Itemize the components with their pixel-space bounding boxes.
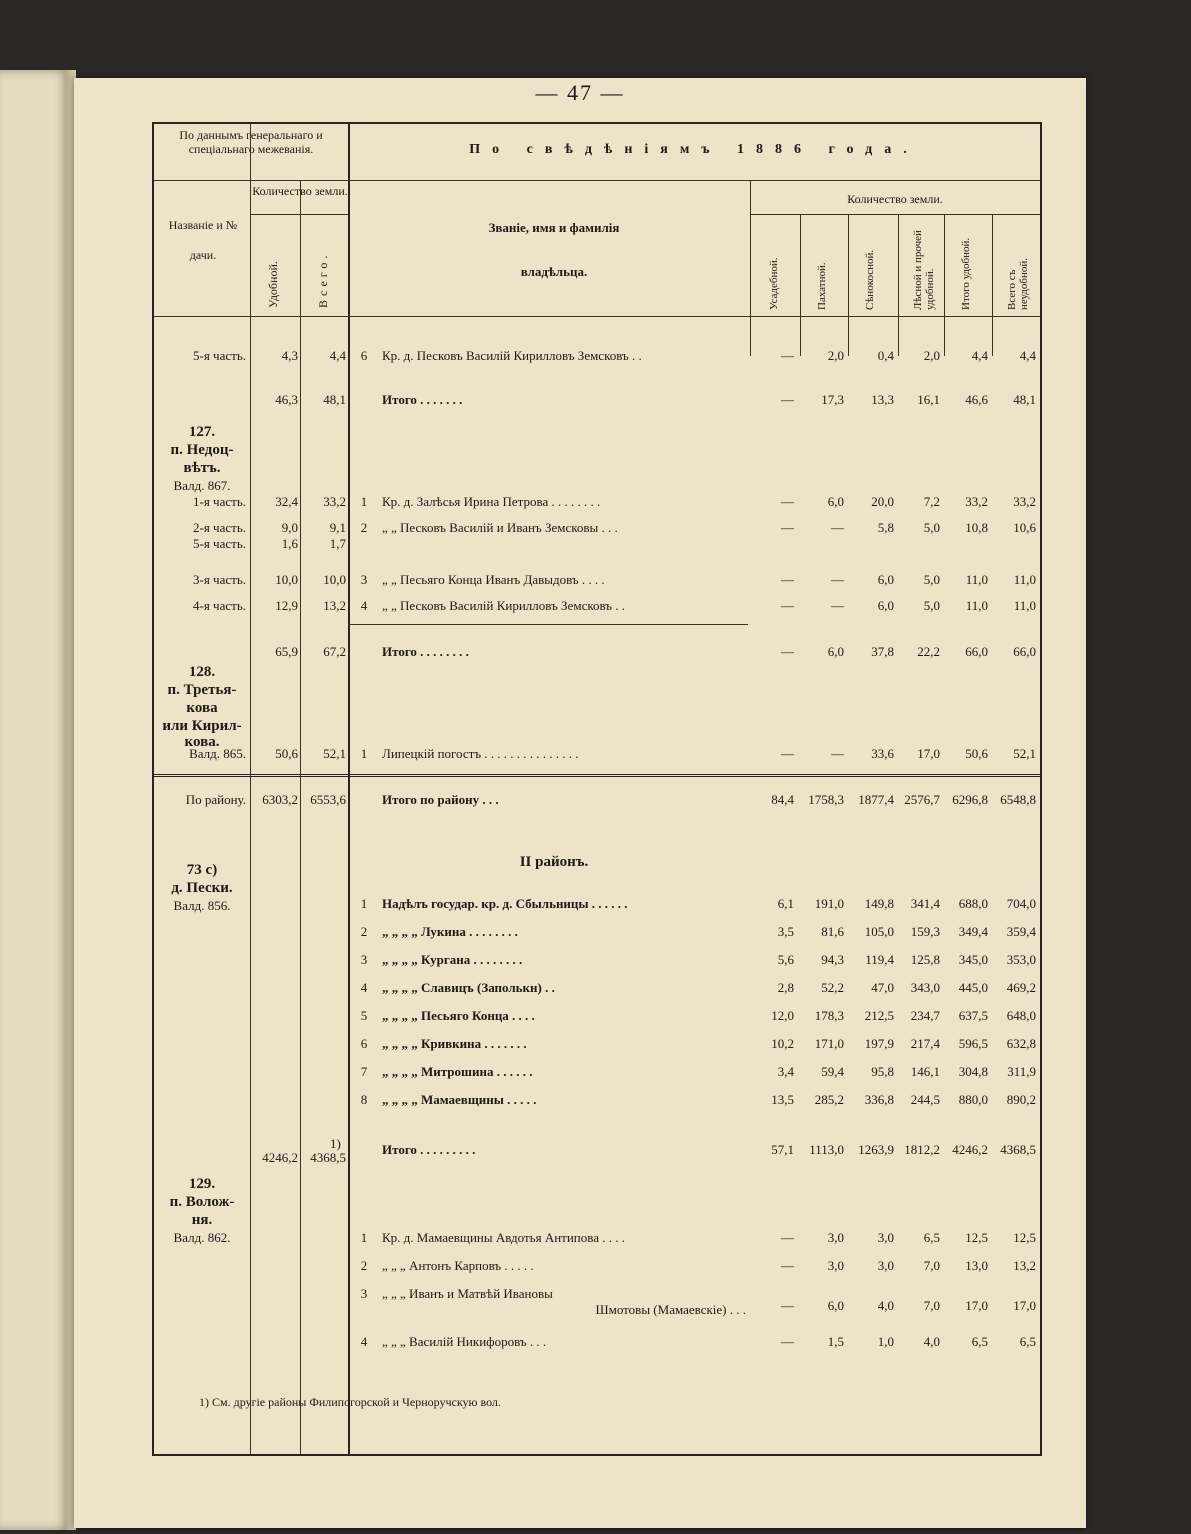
row-value: 191,0 [814,896,844,911]
district2-vsego: 4368,5 [310,1150,346,1165]
col-divider [848,214,849,356]
row-name: 4-я часть. [193,598,246,613]
row-value: 33,2 [965,494,988,509]
row-value: — [781,348,794,363]
row-value: 47,0 [871,980,894,995]
row-value: 37,8 [871,644,894,659]
row-owner: Кр. д. Залѣсья Ирина Петрова . . . . . . . . [382,494,601,509]
row-value: 119,4 [865,952,894,967]
row-value: 2,0 [827,348,844,363]
row-value: 244,5 [910,1092,940,1107]
row-value: 13,3 [871,392,894,407]
row-value: 5,8 [877,520,894,535]
row-number: 3 [360,572,368,587]
group-label: или Кирил- [162,718,242,734]
row-owner: Надѣлъ государ. кр. д. Сбыльницы . . . . . . [382,896,628,911]
row-value: 4368,5 [1000,1142,1036,1157]
col-udobnoy-heading: Удобной. [266,261,280,308]
row-value: 1,5 [827,1334,844,1349]
row-name: Валд. 865. [189,746,246,761]
row-vsego: 13,2 [323,598,346,613]
row-value: 3,5 [777,924,794,939]
row-value: 6,5 [1019,1334,1036,1349]
row-value: 17,3 [821,392,844,407]
row-value: 1877,4 [858,792,894,807]
row-name: 1-я часть. [193,494,246,509]
row-value: — [831,572,844,587]
col-divider [348,124,350,1454]
row-value: 890,2 [1006,1092,1036,1107]
row-value: 3,0 [877,1230,894,1245]
row-owner: „ „ „ „ Песьяго Конца . . . . [382,1008,535,1023]
row-value: 336,8 [864,1092,894,1107]
col-divider [300,180,301,1454]
row-vsego: 52,1 [323,746,346,761]
col-qty-right-heading: Количество земли. [847,192,943,206]
left-source-heading: По даннымъ генеральнаго и спеціальнаго межеванія. [179,128,323,156]
group-label: ня. [191,1212,213,1228]
row-number: 1 [360,494,368,509]
sub-col-heading: Всего съ неудобной. [1006,257,1030,310]
header-line [154,316,1040,317]
sub-col-heading: Лѣсной и прочей удобной. [912,230,936,310]
row-value: — [781,392,794,407]
row-vsego: 48,1 [323,392,346,407]
row-value: 637,5 [958,1008,988,1023]
row-udobnoy: 9,0 [281,520,298,535]
group-label: п. Недоц- [170,442,234,458]
group-label: 73 с) [186,862,218,878]
row-value: 12,0 [771,1008,794,1023]
row-value: 4246,2 [952,1142,988,1157]
row-value: 105,0 [864,924,894,939]
row-value: 52,1 [1013,746,1036,761]
row-value: 12,5 [1013,1230,1036,1245]
row-value: 6,1 [777,896,794,911]
row-value: 217,4 [910,1036,940,1051]
row-value: 7,0 [923,1298,940,1313]
row-value: 17,0 [965,1298,988,1313]
group-label: вѣтъ. [183,460,221,476]
row-owner: „ „ Песковъ Василій и Иванъ Земсковы . . . [382,520,618,535]
row-value: 7,0 [923,1258,940,1273]
row-value: 12,5 [965,1230,988,1245]
row-value: 20,0 [871,494,894,509]
row-number: 1 [360,1230,368,1245]
row-owner: „ „ „ „ Лукина . . . . . . . . [382,924,518,939]
row-value: — [781,520,794,535]
group-label: Валд. 862. [173,1230,231,1245]
row-number: 4 [360,598,368,613]
row-number: 6 [360,348,368,363]
row-value: 5,0 [923,520,940,535]
row-value: 343,0 [910,980,940,995]
row-vsego: 67,2 [323,644,346,659]
row-value: 2,8 [777,980,794,995]
row-value: 84,4 [771,792,794,807]
row-value: — [781,494,794,509]
col-owner-heading-1: Званіе, имя и фамилія [488,220,620,235]
row-value: 16,1 [917,392,940,407]
row-owner: Итого . . . . . . . [382,392,463,407]
row-value: 349,4 [958,924,988,939]
row-owner: „ „ „ Иванъ и Матвѣй Ивановы [382,1286,553,1301]
sub-col-heading: Пахатной. [816,262,828,310]
row-value: 178,3 [814,1008,844,1023]
row-value: — [781,644,794,659]
row-value: 345,0 [958,952,988,967]
district2-udobnoy: 4246,2 [262,1150,298,1165]
row-value: 6,0 [827,494,844,509]
row-value: — [781,746,794,761]
col-owner-heading-2: владѣльца. [520,264,588,279]
col-divider [250,124,251,1454]
col-divider [944,214,945,356]
row-owner: Кр. д. Мамаевщины Авдотья Антипова . . . . [382,1230,626,1245]
group-label: Валд. 867. [173,478,231,493]
row-value: 5,0 [923,572,940,587]
row-number: 6 [360,1036,368,1051]
group-label: 129. [188,1176,216,1192]
row-vsego: 9,1 [329,520,346,535]
row-value: 4,4 [1019,348,1036,363]
row-value: 149,8 [864,896,894,911]
row-name: 5-я часть. [193,348,246,363]
header-line [348,180,1040,181]
row-value: 2,0 [923,348,940,363]
row-owner-cont: Шмотовы (Мамаевскіе) . . . [595,1302,746,1317]
row-value: 3,0 [877,1258,894,1273]
row-owner: „ „ „ „ Кургана . . . . . . . . [382,952,523,967]
row-value: 46,6 [965,392,988,407]
row-value: 66,0 [1013,644,1036,659]
group-label: п. Волож- [169,1194,235,1210]
row-value: 688,0 [958,896,988,911]
row-value: 341,4 [910,896,940,911]
row-number: 4 [360,980,368,995]
row-udobnoy: 65,9 [275,644,298,659]
group-label: кова. [184,734,220,750]
row-owner: Итого . . . . . . . . . [382,1142,476,1157]
land-table [152,122,1042,1456]
row-value: 6,0 [827,1298,844,1313]
row-value: 146,1 [910,1064,940,1079]
row-udobnoy: 1,6 [281,536,298,551]
col-vsego-heading: Всего. [316,251,330,308]
row-value: 6,0 [827,644,844,659]
row-value: 6,5 [923,1230,940,1245]
row-udobnoy: 6303,2 [262,792,298,807]
row-number: 8 [360,1092,368,1107]
row-value: 5,6 [777,952,794,967]
row-value: — [831,598,844,613]
row-value: 50,6 [965,746,988,761]
row-owner: „ „ „ Антонъ Карповъ . . . . . [382,1258,534,1273]
row-owner: „ „ Песьяго Конца Иванъ Давыдовъ . . . . [382,572,605,587]
row-value: 285,2 [814,1092,844,1107]
group-label: 127. [188,424,216,440]
row-value: — [781,1230,794,1245]
district-title: II районъ. [519,854,589,870]
col-divider [992,214,993,356]
header-line [154,180,348,181]
row-number: 3 [360,952,368,967]
row-value: 311,9 [1007,1064,1036,1079]
right-source-heading: По свѣдѣніямъ 1886 года. [469,142,919,157]
row-number: 3 [360,1286,368,1301]
row-udobnoy: 32,4 [275,494,298,509]
row-value: 10,2 [771,1036,794,1051]
row-value: 234,7 [910,1008,940,1023]
row-udobnoy: 12,9 [275,598,298,613]
row-value: 359,4 [1006,924,1036,939]
row-value: 0,4 [877,348,894,363]
row-value: 171,0 [814,1036,844,1051]
row-number: 2 [360,520,368,535]
group-label: п. Третья- [167,682,237,698]
row-number: 2 [360,924,368,939]
row-vsego: 33,2 [323,494,346,509]
row-owner: „ „ „ „ Мамаевщины . . . . . [382,1092,537,1107]
row-owner: „ „ „ „ Митрошина . . . . . . [382,1064,533,1079]
row-value: 10,8 [965,520,988,535]
row-value: 52,2 [821,980,844,995]
row-value: 125,8 [910,952,940,967]
sub-col-heading: Усадебной. [768,257,780,310]
row-value: 197,9 [864,1036,894,1051]
row-value: 33,2 [1013,494,1036,509]
document-page [74,78,1086,1528]
row-value: 6548,8 [1000,792,1036,807]
row-value: 13,0 [965,1258,988,1273]
row-value: 2576,7 [904,792,940,807]
row-name: 2-я часть. [193,520,246,535]
row-name: По району. [185,792,246,807]
row-value: 1113,0 [809,1142,844,1157]
group-label: д. Пески. [171,880,233,896]
row-owner: Итого . . . . . . . . [382,644,469,659]
row-value: 11,0 [1013,572,1036,587]
row-owner: „ „ „ „ Славицъ (Заполькн) . . [382,980,555,995]
row-value: 4,4 [971,348,988,363]
row-name: 3-я часть. [193,572,246,587]
group-label: 128. [188,664,216,680]
row-owner: „ „ „ Василій Никифоровъ . . . [382,1334,547,1349]
col-divider [800,214,801,356]
row-value: 304,8 [958,1064,988,1079]
row-number: 5 [360,1008,368,1023]
row-value: 6296,8 [952,792,988,807]
row-value: 445,0 [958,980,988,995]
row-value: 596,5 [958,1036,988,1051]
row-value: — [781,1334,794,1349]
row-vsego: 6553,6 [310,792,346,807]
row-value: — [781,572,794,587]
row-value: 3,4 [777,1064,794,1079]
district-total-line [154,774,1040,777]
row-value: 3,0 [827,1230,844,1245]
row-value: 4,0 [923,1334,940,1349]
row-value: — [781,1298,794,1313]
row-value: 17,0 [917,746,940,761]
row-value: 11,0 [1013,598,1036,613]
group-label: Валд. 856. [173,898,231,913]
header-line [750,214,1040,215]
row-value: 648,0 [1006,1008,1036,1023]
sub-col-heading: Итого удобной. [960,237,972,310]
row-value: 7,2 [923,494,940,509]
row-value: 3,0 [827,1258,844,1273]
row-number: 4 [360,1334,368,1349]
row-value: 11,0 [965,598,988,613]
footnote: 1) См. другіе районы Филипогорской и Черноручскую вол. [199,1395,501,1409]
row-value: 1263,9 [858,1142,894,1157]
row-value: 6,5 [971,1334,988,1349]
sub-col-heading: Сѣнокосной. [864,249,876,310]
row-owner: Итого по району . . . [382,792,499,807]
row-value: 13,5 [771,1092,794,1107]
row-value: 704,0 [1006,896,1036,911]
row-value: 95,8 [871,1064,894,1079]
row-value: — [831,520,844,535]
row-value: 5,0 [923,598,940,613]
row-udobnoy: 4,3 [281,348,298,363]
row-value: 94,3 [821,952,844,967]
row-value: 1,0 [877,1334,894,1349]
row-number: 1 [360,896,368,911]
footnote-mark: 1) [330,1136,341,1151]
row-value: 66,0 [965,644,988,659]
row-value: 81,6 [821,924,844,939]
row-vsego: 4,4 [329,348,346,363]
row-name: 5-я часть. [193,536,246,551]
row-value: 1758,3 [808,792,844,807]
row-value: 10,6 [1013,520,1036,535]
row-value: 57,1 [771,1142,794,1157]
row-value: 6,0 [877,598,894,613]
row-value: 6,0 [877,572,894,587]
row-udobnoy: 46,3 [275,392,298,407]
row-value: 11,0 [965,572,988,587]
row-value: 353,0 [1006,952,1036,967]
row-owner: Кр. д. Песковъ Василій Кирилловъ Земсковъ . . [382,348,642,363]
row-value: — [781,598,794,613]
row-vsego: 1,7 [329,536,346,551]
row-owner: „ „ „ „ Кривкина . . . . . . . [382,1036,527,1051]
col-name-heading: Названіе и № дачи. [168,218,238,262]
row-number: 1 [360,746,368,761]
header-line [250,214,348,215]
facing-page-edge [0,70,70,1530]
col-divider [898,214,899,356]
row-value: 13,2 [1013,1258,1036,1273]
group-label: кова [186,700,218,716]
row-number: 2 [360,1258,368,1273]
row-value: 59,4 [821,1064,844,1079]
row-value: 880,0 [958,1092,988,1107]
row-value: 469,2 [1006,980,1036,995]
row-value: 632,8 [1006,1036,1036,1051]
col-qty-left-heading: Количество земли. [252,184,348,198]
row-owner: „ „ Песковъ Василій Кирилловъ Земсковъ . . [382,598,626,613]
row-value: 48,1 [1013,392,1036,407]
row-value: 4,0 [877,1298,894,1313]
row-value: 33,6 [871,746,894,761]
row-number: 7 [360,1064,368,1079]
row-udobnoy: 50,6 [275,746,298,761]
row-udobnoy: 10,0 [275,572,298,587]
row-value: 22,2 [917,644,940,659]
row-value: 212,5 [864,1008,894,1023]
page-number: — 47 — [535,80,625,105]
row-value: 1812,2 [904,1142,940,1157]
row-value: — [831,746,844,761]
row-value: — [781,1258,794,1273]
subtotal-line [348,624,748,625]
row-value: 159,3 [910,924,940,939]
row-owner: Липецкій погостъ . . . . . . . . . . . . . . . [382,746,579,761]
row-value: 17,0 [1013,1298,1036,1313]
row-vsego: 10,0 [323,572,346,587]
